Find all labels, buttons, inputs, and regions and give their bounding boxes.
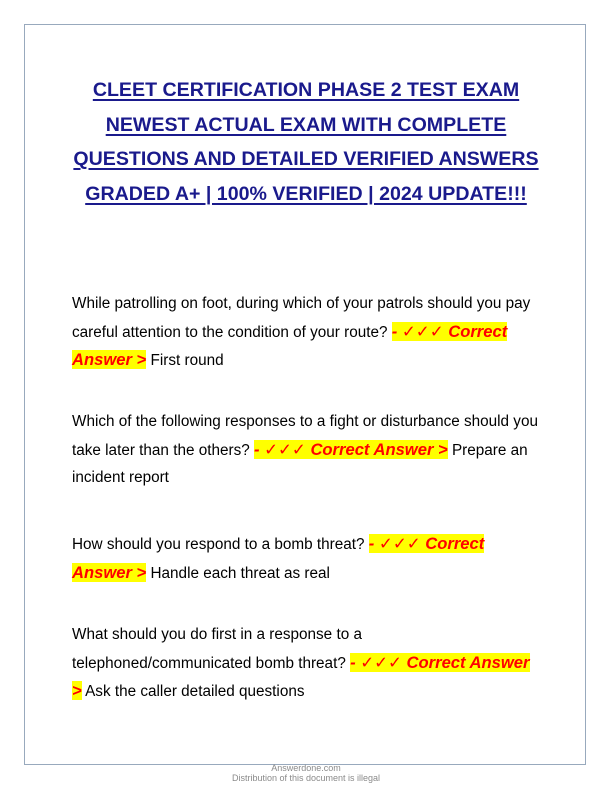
answer-text: Ask the caller detailed questions [81,683,305,700]
answer-text: Handle each threat as real [146,564,330,582]
answer-text: First round [146,352,224,369]
correct-answer-marker: - ✓✓✓ Correct Answer > [72,534,485,582]
qa-item [72,290,542,375]
question-text: How should you respond to a bomb threat? [72,536,369,553]
question-text: What should you do first in a response to a telephoned/communicated bomb threat? [72,626,362,672]
footer-site: Answerdone.com [271,763,341,773]
footer-notice: Distribution of this document is illegal [231,773,381,783]
question-text: While patrolling on foot, during which of your patrols should you pay careful attention to the condition of your route? [72,295,531,341]
qa-item [72,408,542,492]
correct-answer-marker: - ✓✓✓ Correct Answer > [253,439,448,459]
qa-item [72,621,542,706]
document-title: CLEET CERTIFICATION PHASE 2 TEST EXAM NEWEST ACTUAL EXAM WITH COMPLETE QUESTIONS AND DETAILED VERIFIED ANSWERS GRADED A+ | 100% VERIFIED | 2024 UPDATE!!! [73,79,539,205]
correct-answer-marker: - ✓✓✓ Correct Answer > [72,652,530,700]
correct-answer-marker: - ✓✓✓ Correct Answer > [72,321,508,369]
qa-item [72,530,542,587]
question-text: Which of the following responses to a fight or disturbance should you take later than the others? [72,413,538,459]
answer-text: Prepare an incident report [72,441,528,486]
